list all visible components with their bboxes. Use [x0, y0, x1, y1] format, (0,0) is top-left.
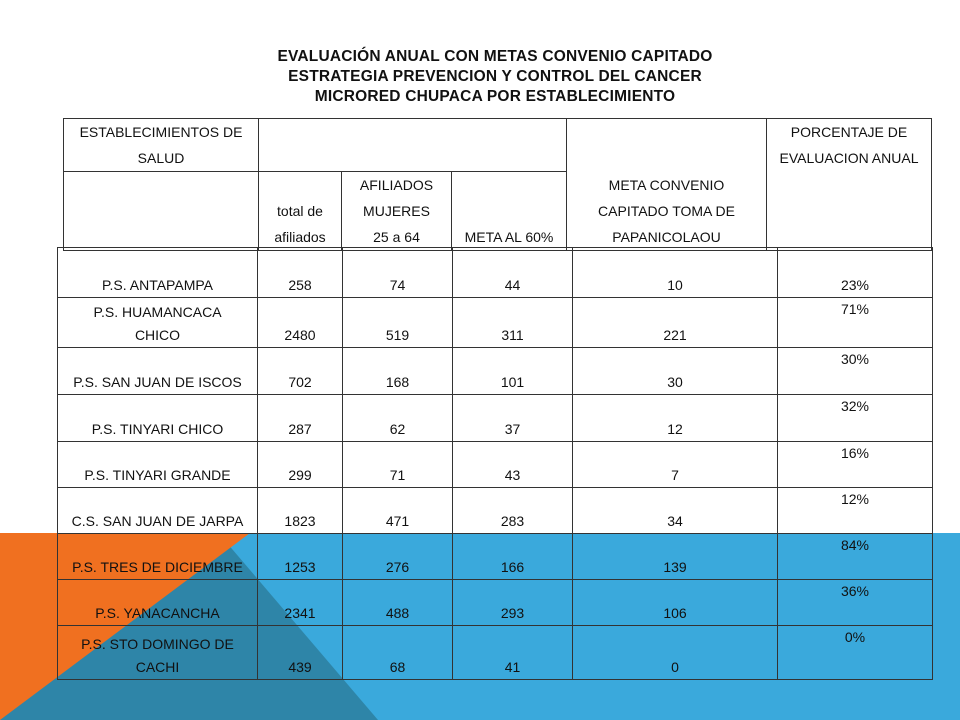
cell-afiliados-mujeres: 488: [343, 580, 453, 626]
cell-meta-convenio: 106: [573, 580, 778, 626]
cell-afiliados-mujeres: 68: [343, 626, 453, 680]
cell-total-afiliados: 2480: [258, 298, 343, 348]
cell-establecimiento: P.S. TRES DE DICIEMBRE: [58, 534, 258, 580]
table-row: [58, 395, 933, 442]
table-row: [58, 348, 933, 395]
cell-porcentaje: 23%: [778, 248, 933, 298]
cell-total-afiliados: 439: [258, 626, 343, 680]
cell-total-afiliados: 702: [258, 348, 343, 395]
cell-porcentaje: 36%: [778, 580, 933, 626]
cell-meta-60: 43: [453, 442, 573, 488]
cell-meta-convenio: 30: [573, 348, 778, 395]
table-row: [58, 248, 933, 298]
table-row: [58, 626, 933, 680]
cell-porcentaje: 84%: [778, 534, 933, 580]
cell-porcentaje: 16%: [778, 442, 933, 488]
cell-meta-60: 44: [453, 248, 573, 298]
table-row: [58, 580, 933, 626]
cell-meta-convenio: 0: [573, 626, 778, 680]
cell-meta-60: 166: [453, 534, 573, 580]
cell-porcentaje: 32%: [778, 395, 933, 442]
table-row: [58, 442, 933, 488]
header-afiliados-mujeres: AFILIADOS MUJERES 25 a 64: [342, 172, 452, 251]
cell-meta-60: 101: [453, 348, 573, 395]
table-row: [58, 488, 933, 534]
cell-meta-convenio: 221: [573, 298, 778, 348]
header-porcentaje: PORCENTAJE DE EVALUACION ANUAL: [767, 119, 932, 251]
cell-afiliados-mujeres: 62: [343, 395, 453, 442]
cell-total-afiliados: 287: [258, 395, 343, 442]
cell-afiliados-mujeres: 168: [343, 348, 453, 395]
data-table: [57, 247, 933, 680]
cell-porcentaje: 30%: [778, 348, 933, 395]
title-line-1: EVALUACIÓN ANUAL CON METAS CONVENIO CAPITADO: [277, 48, 713, 65]
cell-afiliados-mujeres: 74: [343, 248, 453, 298]
table-row: [58, 298, 933, 348]
table-row: [58, 534, 933, 580]
cell-meta-60: 293: [453, 580, 573, 626]
cell-total-afiliados: 258: [258, 248, 343, 298]
cell-meta-60: 283: [453, 488, 573, 534]
cell-establecimiento: P.S. STO DOMINGO DE CACHI: [58, 626, 258, 680]
cell-meta-convenio: 34: [573, 488, 778, 534]
cell-afiliados-mujeres: 519: [343, 298, 453, 348]
cell-porcentaje: 12%: [778, 488, 933, 534]
cell-establecimiento: P.S. HUAMANCACA CHICO: [58, 298, 258, 348]
cell-establecimiento: P.S. ANTAPAMPA: [58, 248, 258, 298]
page-title: [0, 47, 960, 107]
cell-meta-convenio: 139: [573, 534, 778, 580]
cell-meta-60: 37: [453, 395, 573, 442]
cell-establecimiento: P.S. YANACANCHA: [58, 580, 258, 626]
cell-establecimiento: P.S. TINYARI GRANDE: [58, 442, 258, 488]
cell-total-afiliados: 1823: [258, 488, 343, 534]
cell-afiliados-mujeres: 471: [343, 488, 453, 534]
cell-meta-60: 311: [453, 298, 573, 348]
cell-total-afiliados: 299: [258, 442, 343, 488]
header-table: [63, 118, 932, 251]
cell-porcentaje: 71%: [778, 298, 933, 348]
header-blank-cell: [64, 172, 259, 251]
cell-meta-convenio: 10: [573, 248, 778, 298]
cell-total-afiliados: 2341: [258, 580, 343, 626]
cell-total-afiliados: 1253: [258, 534, 343, 580]
cell-porcentaje: 0%: [778, 626, 933, 680]
cell-meta-convenio: 12: [573, 395, 778, 442]
header-total-afiliados: total de afiliados: [259, 172, 342, 251]
header-meta-60: META AL 60%: [452, 172, 567, 251]
cell-meta-60: 41: [453, 626, 573, 680]
header-meta-convenio: META CONVENIO CAPITADO TOMA DE PAPANICOLAOU: [567, 119, 767, 251]
header-empty-cell: [259, 119, 567, 172]
cell-establecimiento: P.S. TINYARI CHICO: [58, 395, 258, 442]
cell-establecimiento: P.S. SAN JUAN DE ISCOS: [58, 348, 258, 395]
cell-afiliados-mujeres: 276: [343, 534, 453, 580]
cell-establecimiento: C.S. SAN JUAN DE JARPA: [58, 488, 258, 534]
title-line-2: ESTRATEGIA PREVENCION Y CONTROL DEL CANCER: [288, 68, 702, 85]
cell-meta-convenio: 7: [573, 442, 778, 488]
cell-afiliados-mujeres: 71: [343, 442, 453, 488]
header-establecimientos: ESTABLECIMIENTOS DE SALUD: [64, 119, 259, 172]
title-line-3: MICRORED CHUPACA POR ESTABLECIMIENTO: [314, 88, 676, 105]
